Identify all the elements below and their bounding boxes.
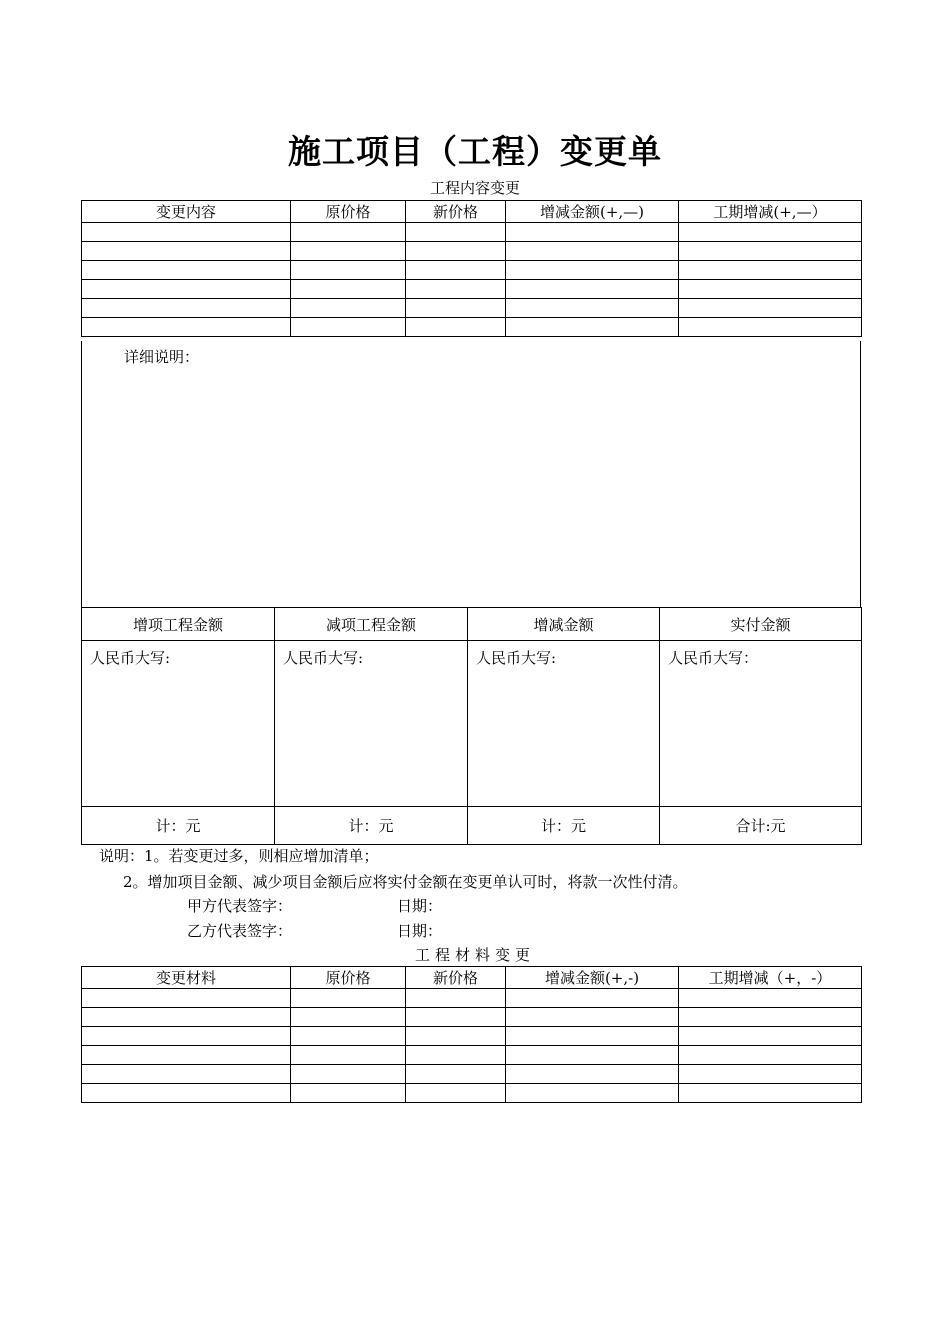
table-cell[interactable] — [506, 223, 679, 242]
table-row — [82, 299, 862, 318]
table-cell[interactable] — [679, 989, 862, 1008]
table-cell[interactable] — [679, 280, 862, 299]
table-cell[interactable] — [679, 1008, 862, 1027]
rmb-uppercase-field[interactable]: 人民币大写: — [275, 641, 468, 807]
column-header: 新价格 — [406, 967, 506, 989]
table-cell[interactable] — [406, 1065, 506, 1084]
content-change-table — [81, 200, 862, 337]
table-cell[interactable] — [506, 1046, 679, 1065]
table-row — [82, 318, 862, 337]
table-header-row — [82, 201, 862, 223]
total-cell[interactable]: 计：元 — [275, 807, 468, 845]
table-cell[interactable] — [82, 299, 291, 318]
party-b-signature-label: 乙方代表签字： — [187, 922, 293, 940]
column-header: 变更材料 — [82, 967, 291, 989]
grand-total-cell[interactable]: 合计:元 — [660, 807, 862, 845]
table-cell[interactable] — [406, 1084, 506, 1103]
table-cell[interactable] — [679, 1065, 862, 1084]
note-line-2: 2。增加项目金额、减少项目金额后应将实付金额在变更单认可时，将款一次性付清。 — [123, 873, 688, 891]
table-cell[interactable] — [679, 299, 862, 318]
table-cell[interactable] — [406, 1008, 506, 1027]
table-cell[interactable] — [82, 1065, 291, 1084]
amounts-header-row — [82, 608, 862, 641]
rmb-uppercase-field[interactable]: 人民币大写： — [660, 641, 862, 807]
table-cell[interactable] — [291, 989, 406, 1008]
table-row — [82, 1008, 862, 1027]
table-cell[interactable] — [679, 223, 862, 242]
table-row — [82, 989, 862, 1008]
table-cell[interactable] — [679, 318, 862, 337]
net-change-header: 增减金额 — [468, 608, 660, 641]
party-a-date-label: 日期： — [397, 897, 443, 915]
table-cell[interactable] — [406, 989, 506, 1008]
amounts-uppercase-row — [82, 641, 862, 807]
table-cell[interactable] — [679, 1027, 862, 1046]
table-cell[interactable] — [406, 1027, 506, 1046]
table-row — [82, 1046, 862, 1065]
table-cell[interactable] — [506, 318, 679, 337]
column-header: 工期增减(+,—） — [679, 201, 862, 223]
column-header: 增减金额(+,-) — [506, 967, 679, 989]
table-cell[interactable] — [506, 299, 679, 318]
table-cell[interactable] — [291, 1046, 406, 1065]
table-cell[interactable] — [406, 318, 506, 337]
material-change-heading: 工程材料变更 — [414, 946, 535, 964]
column-header: 工期增减（+，-） — [679, 967, 862, 989]
table-cell[interactable] — [679, 261, 862, 280]
detail-description-label: 详细说明： — [124, 348, 200, 366]
table-cell[interactable] — [679, 242, 862, 261]
column-header: 原价格 — [291, 967, 406, 989]
table-cell[interactable] — [82, 1046, 291, 1065]
page-title: 施工项目（工程）变更单 — [288, 132, 662, 171]
table-row — [82, 1027, 862, 1046]
total-cell[interactable]: 计：元 — [82, 807, 275, 845]
table-cell[interactable] — [291, 261, 406, 280]
table-cell[interactable] — [291, 299, 406, 318]
table-cell[interactable] — [291, 280, 406, 299]
column-header: 新价格 — [406, 201, 506, 223]
table-cell[interactable] — [82, 318, 291, 337]
table-cell[interactable] — [82, 1008, 291, 1027]
table-cell[interactable] — [82, 989, 291, 1008]
table-row — [82, 1084, 862, 1103]
table-header-row — [82, 967, 862, 989]
table-cell[interactable] — [406, 223, 506, 242]
rmb-uppercase-field[interactable]: 人民币大写: — [468, 641, 660, 807]
amounts-table — [81, 607, 862, 845]
table-cell[interactable] — [291, 1084, 406, 1103]
table-cell[interactable] — [82, 223, 291, 242]
party-a-signature-label: 甲方代表签字： — [187, 897, 293, 915]
party-b-date-label: 日期： — [397, 922, 443, 940]
column-header: 变更内容 — [82, 201, 291, 223]
table-cell[interactable] — [291, 223, 406, 242]
table-cell[interactable] — [679, 1084, 862, 1103]
table-cell[interactable] — [506, 261, 679, 280]
rmb-uppercase-field[interactable]: 人民币大写: — [82, 641, 275, 807]
detail-description-box[interactable] — [81, 341, 861, 608]
amounts-total-row — [82, 807, 862, 845]
actual-payment-header: 实付金额 — [660, 608, 862, 641]
table-cell[interactable] — [679, 1046, 862, 1065]
note-line-1: 说明：1。若变更过多，则相应增加清单； — [99, 847, 379, 865]
table-row — [82, 280, 862, 299]
table-cell[interactable] — [506, 989, 679, 1008]
table-cell[interactable] — [506, 1008, 679, 1027]
table-row — [82, 261, 862, 280]
table-cell[interactable] — [82, 1027, 291, 1046]
table-cell[interactable] — [406, 242, 506, 261]
table-cell[interactable] — [406, 1046, 506, 1065]
total-cell[interactable]: 计：元 — [468, 807, 660, 845]
table-cell[interactable] — [82, 280, 291, 299]
table-row — [82, 1065, 862, 1084]
table-row — [82, 223, 862, 242]
table-cell[interactable] — [82, 261, 291, 280]
table-cell[interactable] — [291, 1065, 406, 1084]
table-cell[interactable] — [506, 242, 679, 261]
table-cell[interactable] — [506, 280, 679, 299]
table-cell[interactable] — [82, 242, 291, 261]
table-cell[interactable] — [406, 261, 506, 280]
table-cell[interactable] — [291, 318, 406, 337]
table-cell[interactable] — [506, 1027, 679, 1046]
table-cell[interactable] — [291, 242, 406, 261]
increase-amount-header: 增项工程金额 — [82, 608, 275, 641]
content-change-heading: 工程内容变更 — [429, 179, 520, 197]
table-cell[interactable] — [291, 1008, 406, 1027]
table-cell[interactable] — [82, 1084, 291, 1103]
table-cell[interactable] — [506, 1065, 679, 1084]
material-change-table — [81, 966, 862, 1103]
table-cell[interactable] — [406, 280, 506, 299]
table-cell[interactable] — [291, 1027, 406, 1046]
column-header: 增减金额(+,—) — [506, 201, 679, 223]
column-header: 原价格 — [291, 201, 406, 223]
table-cell[interactable] — [406, 299, 506, 318]
table-row — [82, 242, 862, 261]
table-cell[interactable] — [506, 1084, 679, 1103]
decrease-amount-header: 减项工程金额 — [275, 608, 468, 641]
